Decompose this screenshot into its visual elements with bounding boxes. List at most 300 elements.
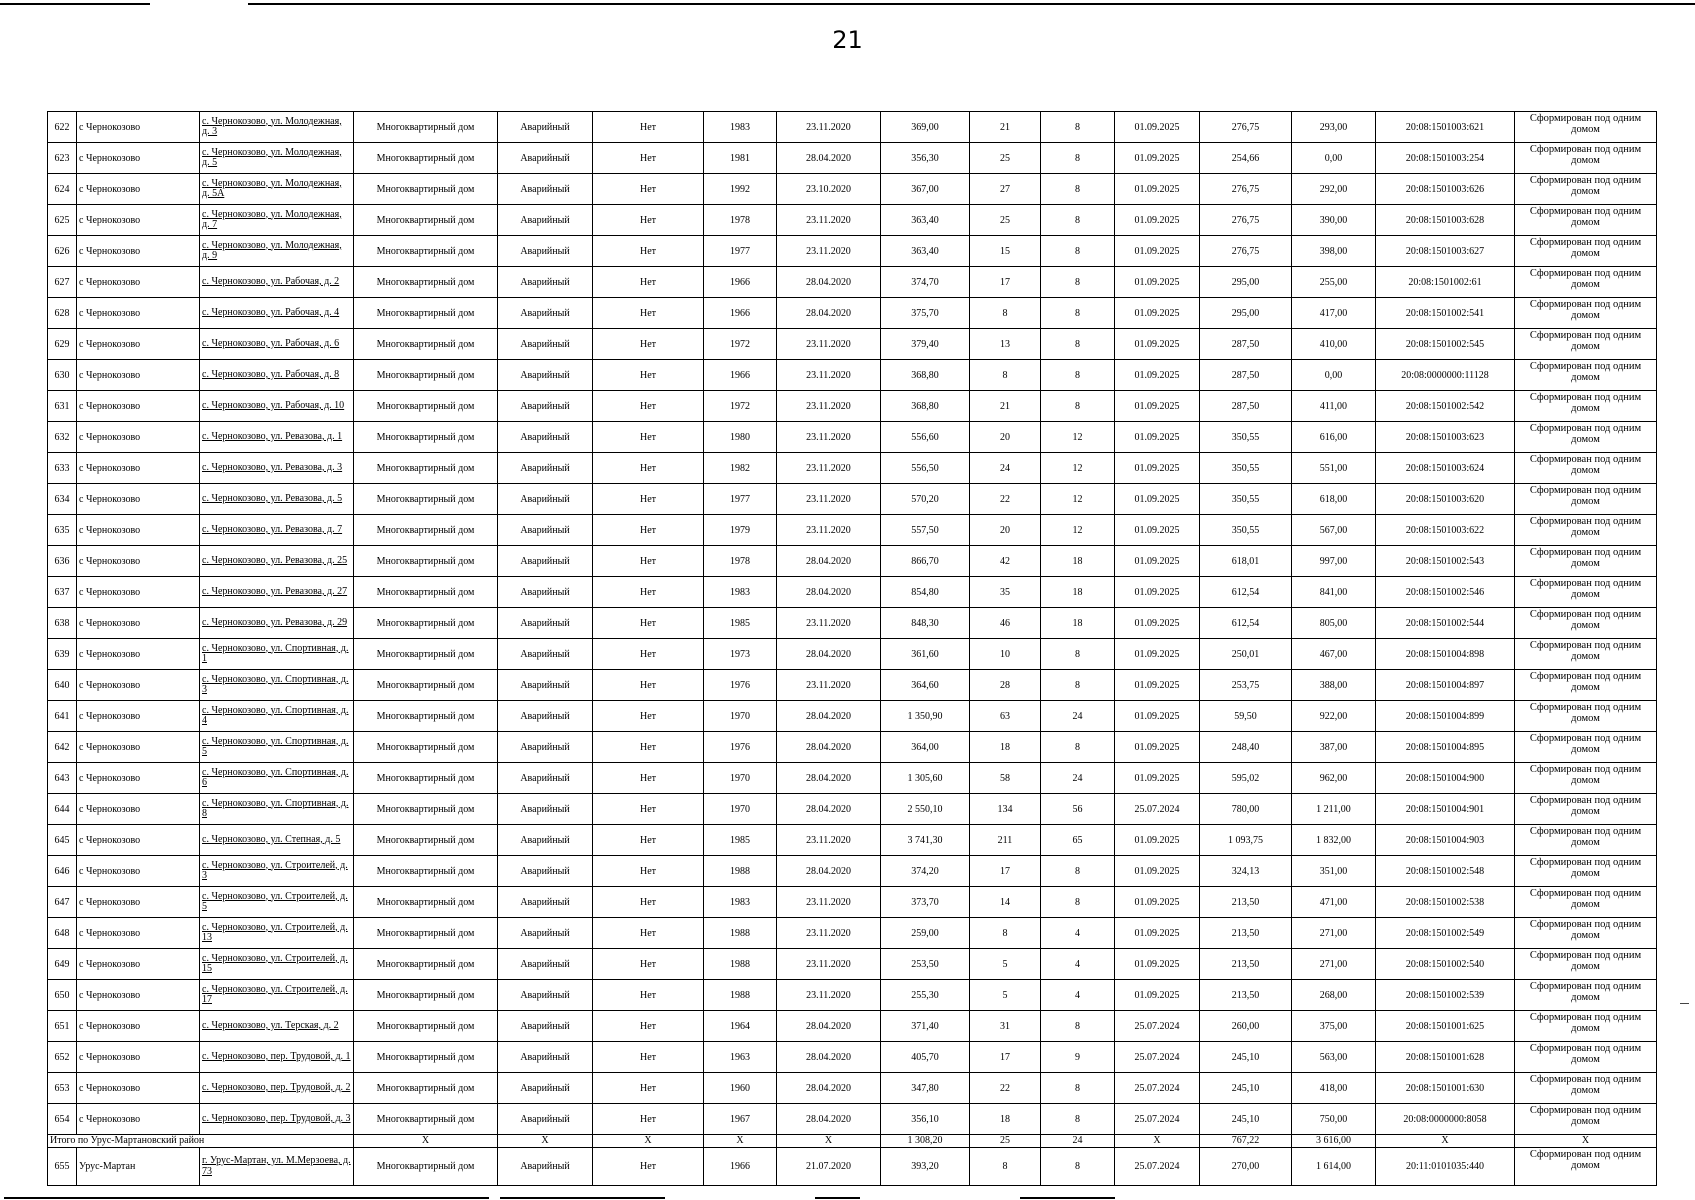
condition-cell: Аварийный bbox=[498, 1148, 593, 1186]
land-status-cell: Сформирован под одним домом bbox=[1515, 267, 1657, 298]
area-cell: 368,80 bbox=[881, 360, 970, 391]
condition-cell: Аварийный bbox=[498, 391, 593, 422]
apartments-cell: 12 bbox=[1041, 515, 1115, 546]
row-number: 628 bbox=[48, 298, 77, 329]
flag-cell: Нет bbox=[593, 670, 704, 701]
cadastral-number-cell: 20:08:1501002:61 bbox=[1376, 267, 1515, 298]
value-1-cell: 350,55 bbox=[1200, 422, 1292, 453]
area-cell: 570,20 bbox=[881, 484, 970, 515]
recognition-date-cell: 23.11.2020 bbox=[777, 608, 881, 639]
value-2-cell: 268,00 bbox=[1292, 980, 1376, 1011]
apartments-cell: 18 bbox=[1041, 608, 1115, 639]
value-2-cell: 1 832,00 bbox=[1292, 825, 1376, 856]
address-cell: с. Чернокозово, ул. Спортивная, д. 1 bbox=[200, 639, 354, 670]
total-building-type-cell: X bbox=[354, 1135, 498, 1148]
residents-cell: 134 bbox=[970, 794, 1041, 825]
value-2-cell: 618,00 bbox=[1292, 484, 1376, 515]
cadastral-number-cell: 20:08:1501003:622 bbox=[1376, 515, 1515, 546]
deadline-cell: 01.09.2025 bbox=[1115, 360, 1200, 391]
address-cell: с. Чернокозово, ул. Ревазова, д. 5 bbox=[200, 484, 354, 515]
land-status-cell: Сформирован под одним домом bbox=[1515, 1148, 1657, 1186]
address-cell: с. Чернокозово, ул. Ревазова, д. 25 bbox=[200, 546, 354, 577]
year-built-cell: 1983 bbox=[704, 112, 777, 143]
year-built-cell: 1980 bbox=[704, 422, 777, 453]
residents-cell: 5 bbox=[970, 980, 1041, 1011]
settlement-cell: с Чернокозово bbox=[77, 453, 200, 484]
row-number: 638 bbox=[48, 608, 77, 639]
value-2-cell: 1 211,00 bbox=[1292, 794, 1376, 825]
margin-mark bbox=[1680, 1003, 1689, 1004]
value-2-cell: 411,00 bbox=[1292, 391, 1376, 422]
recognition-date-cell: 23.11.2020 bbox=[777, 236, 881, 267]
apartments-cell: 9 bbox=[1041, 1042, 1115, 1073]
table-row bbox=[48, 453, 1657, 484]
value-2-cell: 616,00 bbox=[1292, 422, 1376, 453]
deadline-cell: 01.09.2025 bbox=[1115, 391, 1200, 422]
value-1-cell: 254,66 bbox=[1200, 143, 1292, 174]
deadline-cell: 01.09.2025 bbox=[1115, 515, 1200, 546]
total-year-built-cell: X bbox=[704, 1135, 777, 1148]
bottom-rule-4 bbox=[1020, 1197, 1115, 1199]
building-type-cell: Многоквартирный дом bbox=[354, 515, 498, 546]
residents-cell: 17 bbox=[970, 1042, 1041, 1073]
land-status-cell: Сформирован под одним домом bbox=[1515, 701, 1657, 732]
recognition-date-cell: 28.04.2020 bbox=[777, 1011, 881, 1042]
table-row bbox=[48, 360, 1657, 391]
year-built-cell: 1970 bbox=[704, 701, 777, 732]
land-status-cell: Сформирован под одним домом bbox=[1515, 236, 1657, 267]
year-built-cell: 1973 bbox=[704, 639, 777, 670]
table-row bbox=[48, 949, 1657, 980]
area-cell: 1 305,60 bbox=[881, 763, 970, 794]
residents-cell: 8 bbox=[970, 298, 1041, 329]
building-type-cell: Многоквартирный дом bbox=[354, 608, 498, 639]
land-status-cell: Сформирован под одним домом bbox=[1515, 329, 1657, 360]
building-type-cell: Многоквартирный дом bbox=[354, 794, 498, 825]
residents-cell: 20 bbox=[970, 515, 1041, 546]
year-built-cell: 1983 bbox=[704, 577, 777, 608]
land-status-cell: Сформирован под одним домом bbox=[1515, 205, 1657, 236]
address-cell: с. Чернокозово, ул. Спортивная, д. 6 bbox=[200, 763, 354, 794]
row-number: 642 bbox=[48, 732, 77, 763]
apartments-cell: 8 bbox=[1041, 732, 1115, 763]
condition-cell: Аварийный bbox=[498, 174, 593, 205]
value-2-cell: 410,00 bbox=[1292, 329, 1376, 360]
year-built-cell: 1983 bbox=[704, 887, 777, 918]
address-cell: с. Чернокозово, ул. Ревазова, д. 3 bbox=[200, 453, 354, 484]
flag-cell: Нет bbox=[593, 236, 704, 267]
value-1-cell: 245,10 bbox=[1200, 1042, 1292, 1073]
address-cell: с. Чернокозово, ул. Спортивная, д. 5 bbox=[200, 732, 354, 763]
row-number: 633 bbox=[48, 453, 77, 484]
flag-cell: Нет bbox=[593, 515, 704, 546]
table-row bbox=[48, 887, 1657, 918]
value-1-cell: 350,55 bbox=[1200, 453, 1292, 484]
building-type-cell: Многоквартирный дом bbox=[354, 298, 498, 329]
building-type-cell: Многоквартирный дом bbox=[354, 949, 498, 980]
deadline-cell: 01.09.2025 bbox=[1115, 298, 1200, 329]
deadline-cell: 01.09.2025 bbox=[1115, 980, 1200, 1011]
address-cell: с. Чернокозово, ул. Спортивная, д. 4 bbox=[200, 701, 354, 732]
table-row bbox=[48, 236, 1657, 267]
area-cell: 374,70 bbox=[881, 267, 970, 298]
address-cell: с. Чернокозово, ул. Строителей, д. 3 bbox=[200, 856, 354, 887]
year-built-cell: 1985 bbox=[704, 608, 777, 639]
address-cell: с. Чернокозово, ул. Спортивная, д. 8 bbox=[200, 794, 354, 825]
cadastral-number-cell: 20:08:1501001:625 bbox=[1376, 1011, 1515, 1042]
condition-cell: Аварийный bbox=[498, 980, 593, 1011]
value-2-cell: 417,00 bbox=[1292, 298, 1376, 329]
deadline-cell: 01.09.2025 bbox=[1115, 825, 1200, 856]
year-built-cell: 1966 bbox=[704, 360, 777, 391]
address-cell: с. Чернокозово, ул. Молодежная, д. 7 bbox=[200, 205, 354, 236]
apartments-cell: 8 bbox=[1041, 236, 1115, 267]
area-cell: 854,80 bbox=[881, 577, 970, 608]
table-row bbox=[48, 608, 1657, 639]
year-built-cell: 1988 bbox=[704, 949, 777, 980]
deadline-cell: 01.09.2025 bbox=[1115, 670, 1200, 701]
address-cell: с. Чернокозово, ул. Рабочая, д. 2 bbox=[200, 267, 354, 298]
row-number: 655 bbox=[48, 1148, 77, 1186]
recognition-date-cell: 28.04.2020 bbox=[777, 577, 881, 608]
settlement-cell: с Чернокозово bbox=[77, 360, 200, 391]
condition-cell: Аварийный bbox=[498, 267, 593, 298]
value-1-cell: 250,01 bbox=[1200, 639, 1292, 670]
condition-cell: Аварийный bbox=[498, 949, 593, 980]
total-residents-cell: 25 bbox=[970, 1135, 1041, 1148]
deadline-cell: 01.09.2025 bbox=[1115, 639, 1200, 670]
address-cell: с. Чернокозово, ул. Молодежная, д. 5 bbox=[200, 143, 354, 174]
flag-cell: Нет bbox=[593, 887, 704, 918]
residents-cell: 21 bbox=[970, 112, 1041, 143]
area-cell: 367,00 bbox=[881, 174, 970, 205]
residents-cell: 27 bbox=[970, 174, 1041, 205]
deadline-cell: 01.09.2025 bbox=[1115, 267, 1200, 298]
value-1-cell: 287,50 bbox=[1200, 360, 1292, 391]
area-cell: 255,30 bbox=[881, 980, 970, 1011]
value-1-cell: 245,10 bbox=[1200, 1073, 1292, 1104]
area-cell: 356,30 bbox=[881, 143, 970, 174]
apartments-cell: 8 bbox=[1041, 298, 1115, 329]
value-1-cell: 245,10 bbox=[1200, 1104, 1292, 1135]
residents-cell: 17 bbox=[970, 267, 1041, 298]
building-type-cell: Многоквартирный дом bbox=[354, 546, 498, 577]
flag-cell: Нет bbox=[593, 112, 704, 143]
year-built-cell: 1977 bbox=[704, 484, 777, 515]
apartments-cell: 12 bbox=[1041, 453, 1115, 484]
table-row bbox=[48, 825, 1657, 856]
land-status-cell: Сформирован под одним домом bbox=[1515, 174, 1657, 205]
value-1-cell: 287,50 bbox=[1200, 391, 1292, 422]
recognition-date-cell: 28.04.2020 bbox=[777, 639, 881, 670]
residents-cell: 25 bbox=[970, 205, 1041, 236]
value-2-cell: 255,00 bbox=[1292, 267, 1376, 298]
condition-cell: Аварийный bbox=[498, 112, 593, 143]
row-number: 648 bbox=[48, 918, 77, 949]
address-cell: с. Чернокозово, ул. Степная, д. 5 bbox=[200, 825, 354, 856]
settlement-cell: с Чернокозово bbox=[77, 701, 200, 732]
condition-cell: Аварийный bbox=[498, 1042, 593, 1073]
area-cell: 557,50 bbox=[881, 515, 970, 546]
table-row bbox=[48, 329, 1657, 360]
deadline-cell: 25.07.2024 bbox=[1115, 794, 1200, 825]
year-built-cell: 1978 bbox=[704, 205, 777, 236]
land-status-cell: Сформирован под одним домом bbox=[1515, 515, 1657, 546]
value-1-cell: 213,50 bbox=[1200, 887, 1292, 918]
year-built-cell: 1982 bbox=[704, 453, 777, 484]
value-1-cell: 618,01 bbox=[1200, 546, 1292, 577]
settlement-cell: с Чернокозово bbox=[77, 763, 200, 794]
land-status-cell: Сформирован под одним домом bbox=[1515, 298, 1657, 329]
value-1-cell: 612,54 bbox=[1200, 577, 1292, 608]
settlement-cell: с Чернокозово bbox=[77, 143, 200, 174]
condition-cell: Аварийный bbox=[498, 1011, 593, 1042]
condition-cell: Аварийный bbox=[498, 825, 593, 856]
area-cell: 556,50 bbox=[881, 453, 970, 484]
settlement-cell: с Чернокозово bbox=[77, 236, 200, 267]
row-number: 635 bbox=[48, 515, 77, 546]
value-1-cell: 213,50 bbox=[1200, 980, 1292, 1011]
condition-cell: Аварийный bbox=[498, 298, 593, 329]
area-cell: 364,60 bbox=[881, 670, 970, 701]
building-type-cell: Многоквартирный дом bbox=[354, 639, 498, 670]
settlement-cell: с Чернокозово bbox=[77, 1073, 200, 1104]
value-2-cell: 962,00 bbox=[1292, 763, 1376, 794]
apartments-cell: 8 bbox=[1041, 1104, 1115, 1135]
apartments-cell: 8 bbox=[1041, 329, 1115, 360]
flag-cell: Нет bbox=[593, 1148, 704, 1186]
value-2-cell: 375,00 bbox=[1292, 1011, 1376, 1042]
settlement-cell: с Чернокозово bbox=[77, 329, 200, 360]
building-type-cell: Многоквартирный дом bbox=[354, 1148, 498, 1186]
value-2-cell: 997,00 bbox=[1292, 546, 1376, 577]
flag-cell: Нет bbox=[593, 329, 704, 360]
flag-cell: Нет bbox=[593, 949, 704, 980]
area-cell: 363,40 bbox=[881, 236, 970, 267]
settlement-cell: с Чернокозово bbox=[77, 267, 200, 298]
value-2-cell: 805,00 bbox=[1292, 608, 1376, 639]
total-deadline-cell: X bbox=[1115, 1135, 1200, 1148]
cadastral-number-cell: 20:08:1501003:624 bbox=[1376, 453, 1515, 484]
flag-cell: Нет bbox=[593, 174, 704, 205]
row-number: 644 bbox=[48, 794, 77, 825]
building-type-cell: Многоквартирный дом bbox=[354, 1011, 498, 1042]
cadastral-number-cell: 20:08:1501004:900 bbox=[1376, 763, 1515, 794]
residents-cell: 46 bbox=[970, 608, 1041, 639]
building-type-cell: Многоквартирный дом bbox=[354, 887, 498, 918]
address-cell: с. Чернокозово, ул. Строителей, д. 17 bbox=[200, 980, 354, 1011]
apartments-cell: 8 bbox=[1041, 360, 1115, 391]
flag-cell: Нет bbox=[593, 391, 704, 422]
year-built-cell: 1964 bbox=[704, 1011, 777, 1042]
building-type-cell: Многоквартирный дом bbox=[354, 174, 498, 205]
residents-cell: 17 bbox=[970, 856, 1041, 887]
land-status-cell: Сформирован под одним домом bbox=[1515, 732, 1657, 763]
cadastral-number-cell: 20:08:1501004:898 bbox=[1376, 639, 1515, 670]
cadastral-number-cell: 20:08:1501002:538 bbox=[1376, 887, 1515, 918]
cadastral-number-cell: 20:08:1501003:628 bbox=[1376, 205, 1515, 236]
value-2-cell: 0,00 bbox=[1292, 360, 1376, 391]
table-row bbox=[48, 267, 1657, 298]
address-cell: с. Чернокозово, ул. Ревазова, д. 7 bbox=[200, 515, 354, 546]
housing-register-table bbox=[47, 111, 1657, 1186]
residents-cell: 35 bbox=[970, 577, 1041, 608]
table-row bbox=[48, 639, 1657, 670]
value-1-cell: 276,75 bbox=[1200, 205, 1292, 236]
deadline-cell: 01.09.2025 bbox=[1115, 143, 1200, 174]
area-cell: 556,60 bbox=[881, 422, 970, 453]
land-status-cell: Сформирован под одним домом bbox=[1515, 577, 1657, 608]
apartments-cell: 24 bbox=[1041, 763, 1115, 794]
land-status-cell: Сформирован под одним домом bbox=[1515, 856, 1657, 887]
land-status-cell: Сформирован под одним домом bbox=[1515, 453, 1657, 484]
value-2-cell: 351,00 bbox=[1292, 856, 1376, 887]
building-type-cell: Многоквартирный дом bbox=[354, 918, 498, 949]
row-number: 650 bbox=[48, 980, 77, 1011]
flag-cell: Нет bbox=[593, 1073, 704, 1104]
settlement-cell: с Чернокозово bbox=[77, 794, 200, 825]
area-cell: 253,50 bbox=[881, 949, 970, 980]
condition-cell: Аварийный bbox=[498, 360, 593, 391]
apartments-cell: 8 bbox=[1041, 174, 1115, 205]
table-row bbox=[48, 980, 1657, 1011]
address-cell: с. Чернокозово, пер. Трудовой, д. 2 bbox=[200, 1073, 354, 1104]
building-type-cell: Многоквартирный дом bbox=[354, 484, 498, 515]
land-status-cell: Сформирован под одним домом bbox=[1515, 484, 1657, 515]
flag-cell: Нет bbox=[593, 732, 704, 763]
recognition-date-cell: 23.11.2020 bbox=[777, 980, 881, 1011]
value-1-cell: 324,13 bbox=[1200, 856, 1292, 887]
cadastral-number-cell: 20:08:1501002:549 bbox=[1376, 918, 1515, 949]
area-cell: 369,00 bbox=[881, 112, 970, 143]
apartments-cell: 12 bbox=[1041, 484, 1115, 515]
year-built-cell: 1967 bbox=[704, 1104, 777, 1135]
row-number: 634 bbox=[48, 484, 77, 515]
flag-cell: Нет bbox=[593, 422, 704, 453]
recognition-date-cell: 28.04.2020 bbox=[777, 298, 881, 329]
table-row bbox=[48, 577, 1657, 608]
apartments-cell: 8 bbox=[1041, 887, 1115, 918]
condition-cell: Аварийный bbox=[498, 1073, 593, 1104]
apartments-cell: 8 bbox=[1041, 391, 1115, 422]
value-2-cell: 471,00 bbox=[1292, 887, 1376, 918]
row-number: 631 bbox=[48, 391, 77, 422]
deadline-cell: 01.09.2025 bbox=[1115, 484, 1200, 515]
table-row bbox=[48, 1042, 1657, 1073]
recognition-date-cell: 21.07.2020 bbox=[777, 1148, 881, 1186]
total-value-1-cell: 767,22 bbox=[1200, 1135, 1292, 1148]
land-status-cell: Сформирован под одним домом bbox=[1515, 887, 1657, 918]
building-type-cell: Многоквартирный дом bbox=[354, 825, 498, 856]
value-2-cell: 388,00 bbox=[1292, 670, 1376, 701]
land-status-cell: Сформирован под одним домом bbox=[1515, 1042, 1657, 1073]
top-rule-left bbox=[0, 3, 150, 5]
building-type-cell: Многоквартирный дом bbox=[354, 143, 498, 174]
deadline-cell: 01.09.2025 bbox=[1115, 329, 1200, 360]
value-1-cell: 276,75 bbox=[1200, 174, 1292, 205]
recognition-date-cell: 23.10.2020 bbox=[777, 174, 881, 205]
residents-cell: 42 bbox=[970, 546, 1041, 577]
value-1-cell: 276,75 bbox=[1200, 112, 1292, 143]
apartments-cell: 8 bbox=[1041, 267, 1115, 298]
area-cell: 1 350,90 bbox=[881, 701, 970, 732]
value-2-cell: 750,00 bbox=[1292, 1104, 1376, 1135]
land-status-cell: Сформирован под одним домом bbox=[1515, 918, 1657, 949]
recognition-date-cell: 28.04.2020 bbox=[777, 794, 881, 825]
cadastral-number-cell: 20:08:1501003:623 bbox=[1376, 422, 1515, 453]
condition-cell: Аварийный bbox=[498, 236, 593, 267]
table-row bbox=[48, 1148, 1657, 1186]
value-2-cell: 271,00 bbox=[1292, 949, 1376, 980]
year-built-cell: 1988 bbox=[704, 918, 777, 949]
building-type-cell: Многоквартирный дом bbox=[354, 453, 498, 484]
page-number: 21 bbox=[832, 26, 863, 54]
value-1-cell: 253,75 bbox=[1200, 670, 1292, 701]
condition-cell: Аварийный bbox=[498, 918, 593, 949]
residents-cell: 5 bbox=[970, 949, 1041, 980]
building-type-cell: Многоквартирный дом bbox=[354, 1073, 498, 1104]
flag-cell: Нет bbox=[593, 918, 704, 949]
residents-cell: 31 bbox=[970, 1011, 1041, 1042]
apartments-cell: 4 bbox=[1041, 918, 1115, 949]
address-cell: с. Чернокозово, ул. Строителей, д. 5 bbox=[200, 887, 354, 918]
address-cell: с. Чернокозово, ул. Рабочая, д. 6 bbox=[200, 329, 354, 360]
deadline-cell: 01.09.2025 bbox=[1115, 422, 1200, 453]
condition-cell: Аварийный bbox=[498, 577, 593, 608]
settlement-cell: с Чернокозово bbox=[77, 949, 200, 980]
apartments-cell: 56 bbox=[1041, 794, 1115, 825]
value-1-cell: 350,55 bbox=[1200, 515, 1292, 546]
row-number: 639 bbox=[48, 639, 77, 670]
row-number: 646 bbox=[48, 856, 77, 887]
table-row bbox=[48, 1011, 1657, 1042]
area-cell: 379,40 bbox=[881, 329, 970, 360]
condition-cell: Аварийный bbox=[498, 794, 593, 825]
table-row bbox=[48, 143, 1657, 174]
table-row bbox=[48, 546, 1657, 577]
flag-cell: Нет bbox=[593, 980, 704, 1011]
year-built-cell: 1978 bbox=[704, 546, 777, 577]
row-number: 643 bbox=[48, 763, 77, 794]
cadastral-number-cell: 20:08:1501002:542 bbox=[1376, 391, 1515, 422]
deadline-cell: 01.09.2025 bbox=[1115, 236, 1200, 267]
residents-cell: 8 bbox=[970, 918, 1041, 949]
year-built-cell: 1988 bbox=[704, 980, 777, 1011]
deadline-cell: 01.09.2025 bbox=[1115, 949, 1200, 980]
residents-cell: 18 bbox=[970, 732, 1041, 763]
settlement-cell: с Чернокозово bbox=[77, 608, 200, 639]
year-built-cell: 1960 bbox=[704, 1073, 777, 1104]
building-type-cell: Многоквартирный дом bbox=[354, 763, 498, 794]
row-number: 653 bbox=[48, 1073, 77, 1104]
building-type-cell: Многоквартирный дом bbox=[354, 577, 498, 608]
settlement-cell: с Чернокозово bbox=[77, 856, 200, 887]
row-number: 654 bbox=[48, 1104, 77, 1135]
cadastral-number-cell: 20:08:1501003:254 bbox=[1376, 143, 1515, 174]
deadline-cell: 25.07.2024 bbox=[1115, 1073, 1200, 1104]
total-row bbox=[48, 1135, 1657, 1148]
row-number: 636 bbox=[48, 546, 77, 577]
flag-cell: Нет bbox=[593, 701, 704, 732]
total-flag-cell: X bbox=[593, 1135, 704, 1148]
settlement-cell: с Чернокозово bbox=[77, 484, 200, 515]
residents-cell: 8 bbox=[970, 1148, 1041, 1186]
residents-cell: 14 bbox=[970, 887, 1041, 918]
year-built-cell: 1966 bbox=[704, 298, 777, 329]
address-cell: с. Чернокозово, ул. Спортивная, д. 3 bbox=[200, 670, 354, 701]
value-2-cell: 551,00 bbox=[1292, 453, 1376, 484]
recognition-date-cell: 23.11.2020 bbox=[777, 360, 881, 391]
